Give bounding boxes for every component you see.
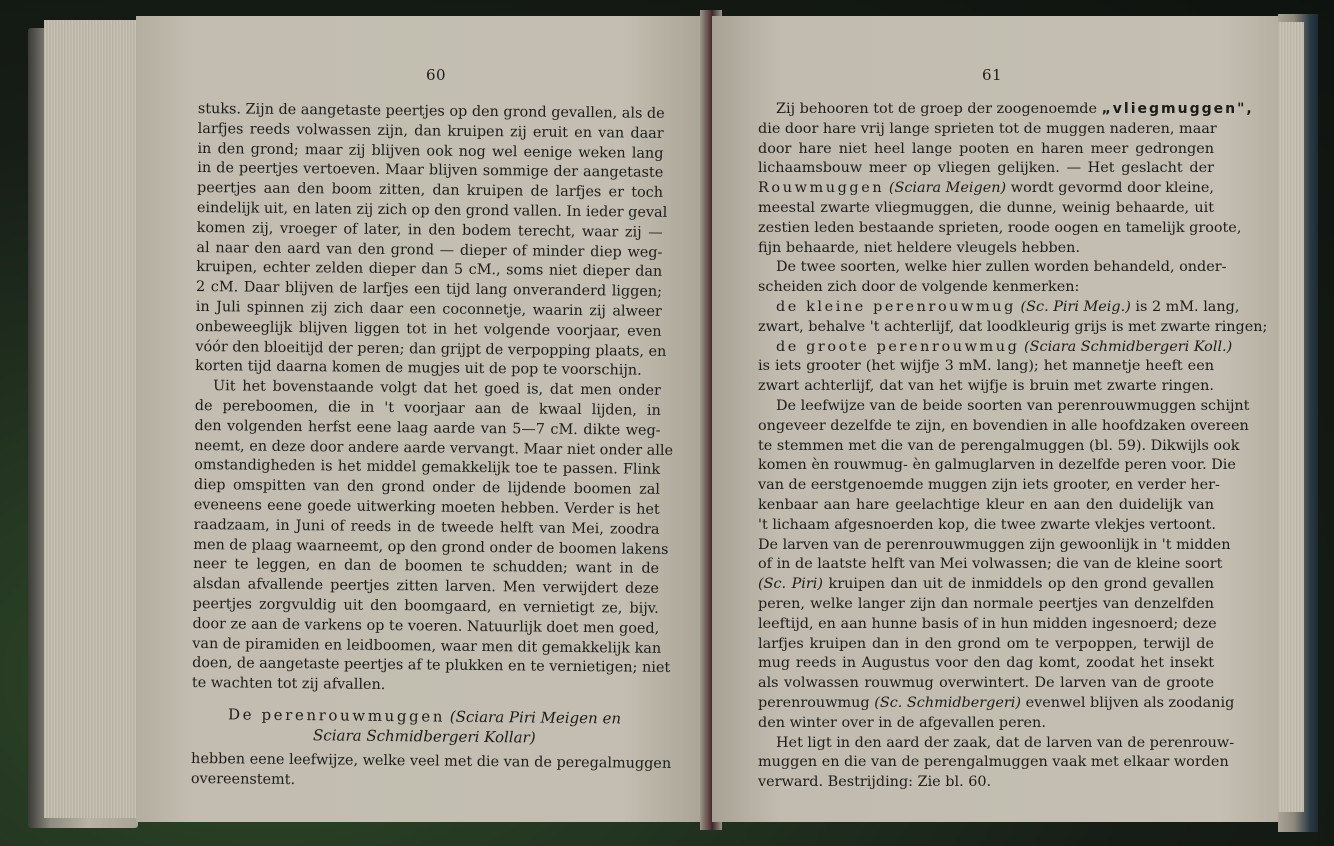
left-page bbox=[136, 16, 708, 822]
paragraph bbox=[195, 100, 668, 382]
text-line: overeenstemt. bbox=[190, 770, 296, 788]
text-line: of in de laatste helft van Mei volwassen; die van de kleine soort bbox=[758, 556, 1223, 573]
heading-latin-2: Sciara Schmidbergeri Kollar) bbox=[312, 726, 536, 747]
heading-title: De perenrouwmuggen bbox=[227, 705, 446, 726]
text-line: Het ligt in den aard der zaak, dat de larven van de perenrouw- bbox=[776, 734, 1235, 751]
text-line: larfjes kruipen dan in den grond om te verpoppen, terwijl de bbox=[758, 635, 1214, 652]
page-number-left: 60 bbox=[426, 66, 447, 84]
text-line: scheiden zich door de volgende kenmerken: bbox=[758, 279, 1080, 296]
text-line: ongeveer dezelfde te zijn, en bovendien in alle hoofdzaken overeen bbox=[758, 417, 1249, 434]
text-line: larfjes reeds volwassen zijn, dan kruipen zij eruit en van daar bbox=[197, 120, 664, 142]
right-page-text bbox=[758, 100, 1268, 793]
text-line: den volgenden herfst eene laag aarde van 5—7 cM. dikte weg- bbox=[194, 417, 661, 439]
section-heading bbox=[191, 704, 657, 749]
text-line: de groote perenrouwmug (Sciara Schmidbergeri Koll.) bbox=[776, 338, 1233, 355]
text-line: verward. Bestrijding: Zie bl. 60. bbox=[758, 774, 992, 791]
text-line: zestien leden bestaande sprieten, roode oogen en tamelijk groote, bbox=[758, 219, 1242, 236]
text-line: als volwassen rouwmug overwintert. De larven van de groote bbox=[758, 675, 1214, 692]
text-line: peertjes aan den boom zitten, dan kruipen de larfjes er toch bbox=[196, 180, 664, 202]
text-line: De twee soorten, welke hier zullen worden behandeld, onder- bbox=[776, 259, 1227, 276]
text-line: Rouwmuggen (Sciara Meigen) wordt gevormd door kleine, bbox=[758, 180, 1215, 197]
text-line: perenrouwmug (Sc. Schmidbergeri) evenwel blijven als zoodanig bbox=[758, 694, 1235, 711]
text-line: stuks. Zijn de aangetaste peertjes op den grond gevallen, als de bbox=[197, 100, 665, 122]
text-line: eindelijk uit, en laten zij zich op den grond vallen. In ieder geval bbox=[196, 199, 668, 221]
text-line: korten tijd daarna komen de mugjes uit de pop te voorschijn. bbox=[195, 358, 642, 380]
text-line: raadzaam, in Juni of reeds in de tweede helft van Mei, zoodra bbox=[193, 516, 660, 538]
text-line: vóór den bloeitijd der peren; dan grijpt de verpopping plaats, en bbox=[195, 338, 667, 360]
text-line: de kleine perenrouwmug (Sc. Piri Meig.) is 2 mM. lang, bbox=[776, 298, 1240, 315]
left-page-text bbox=[190, 100, 674, 794]
paragraph bbox=[758, 298, 1268, 397]
text-line: omstandigheden is het middel gemakkelijk toe te passen. Flink bbox=[194, 457, 661, 479]
text-line: al naar den aard van den grond — dieper of minder diep weg- bbox=[196, 239, 663, 261]
text-line: van de piramiden en leidboomen, waar men dit gemakkelijk kan bbox=[192, 635, 662, 657]
text-line: door hare niet heel lange pooten en haren meer gedrongen bbox=[758, 140, 1214, 157]
text-line: Zij behooren tot de groep der zoogenoemde „vliegmuggen", bbox=[776, 101, 1254, 117]
text-line: 2 cM. Daar blijven de larfjes een tijd lang onveranderd liggen; bbox=[195, 279, 663, 301]
text-line: muggen en die van de perengalmuggen vaak met elkaar worden bbox=[758, 754, 1229, 771]
text-line: diep omspitten van den grond onder de lijdende boomen zal bbox=[193, 477, 661, 498]
text-line: Uit het bovenstaande volgt dat het goed is, dat men onder bbox=[212, 378, 662, 400]
right-page-edges bbox=[1276, 22, 1304, 812]
text-line: leeftijd, en aan hunne basis of in hun midden ingesnoerd; deze bbox=[758, 615, 1217, 632]
text-line: te stemmen met die van de perengalmuggen (bl. 59). Dikwijls ook bbox=[758, 437, 1240, 454]
text-line: De larven van de perenrouwmuggen zijn gewoonlijk in 't midden bbox=[758, 536, 1231, 553]
text-line: in de peertjes vertoeven. Maar blijven sommige der aangetaste bbox=[197, 160, 664, 182]
text-line: 't lichaam afgesnoerden kop, die twee zwarte vlekjes vertoont. bbox=[758, 516, 1216, 533]
paragraph bbox=[758, 100, 1254, 258]
text-line: hebben eene leefwijze, welke veel met die van de peregalmuggen bbox=[191, 750, 672, 772]
text-line: neer te leggen, en dan de boomen te schudden; want in de bbox=[193, 556, 660, 578]
text-line: kruipen, echter zelden dieper dan 5 cM., soms niet dieper dan bbox=[196, 259, 663, 281]
text-line: peertjes zorgvuldig uit den boomgaard, en vernietigt ze, bijv. bbox=[192, 595, 659, 617]
paragraph bbox=[758, 397, 1250, 734]
text-line: komen zij, vroeger of later, in den bodem terecht, waar zij — bbox=[196, 219, 663, 241]
page-number-right: 61 bbox=[982, 66, 1003, 84]
paragraph bbox=[758, 258, 1227, 298]
text-line: (Sc. Piri) kruipen dan uit de inmiddels op den grond gevallen bbox=[758, 576, 1214, 593]
text-line: komen èn rouwmug- èn galmuglarven in dezelfde peren voor. Die bbox=[758, 457, 1236, 474]
text-line: neemt, en deze door andere aarde vervangt. Maar niet onder alle bbox=[194, 437, 674, 459]
text-line: meestal zwarte vliegmuggen, die dunne, weinig behaarde, uit bbox=[758, 199, 1214, 216]
text-line: den winter over in de afgevallen peren. bbox=[758, 714, 1046, 731]
text-line: alsdan afvallende peertjes zitten larven. Men verwijdert deze bbox=[192, 576, 659, 597]
text-line: mug reeds in Augustus voor den dag komt, zoodat het insekt bbox=[758, 655, 1214, 672]
text-line: de pereboomen, die in 't voorjaar aan de kwaal lijden, in bbox=[194, 397, 661, 419]
text-line: te wachten tot zij afvallen. bbox=[191, 675, 386, 694]
text-line: doen, de aangetaste peertjes af te plukken en te vernietigen; niet bbox=[192, 655, 671, 677]
heading-latin-1: (Sciara Piri Meigen en bbox=[449, 707, 622, 728]
right-page bbox=[712, 16, 1278, 822]
text-line: van de eerstgenoemde muggen zijn iets grooter, en verder her- bbox=[758, 477, 1220, 494]
text-line: peren, welke langer zijn dan normale peertjes van denzelfden bbox=[758, 595, 1214, 612]
text-line: De leefwijze van de beide soorten van perenrouwmuggen schijnt bbox=[776, 397, 1250, 414]
text-line: in Juli spinnen zij zich daar een coconnetje, waarin zij alweer bbox=[195, 298, 662, 320]
text-line: onbeweeglijk blijven liggen tot in het volgende voorjaar, even bbox=[195, 318, 662, 340]
text-line: kenbaar aan hare geelachtige kleur en aan den duidelijk van bbox=[758, 496, 1214, 513]
text-line: men de plaag waarneemt, op den grond onder de boomen lakens bbox=[193, 536, 669, 558]
text-line: die door hare vrij lange sprieten tot de muggen naderen, maar bbox=[758, 120, 1217, 137]
text-line: eveneens eene goede uitwerking moeten hebben. Verder is het bbox=[193, 496, 660, 518]
left-page-edges bbox=[44, 20, 140, 818]
text-line: door ze aan de varkens op te voeren. Natuurlijk doet men goed, bbox=[192, 615, 660, 637]
text-line: lichaamsbouw meer op vliegen gelijken. — Het geslacht der bbox=[758, 160, 1214, 177]
text-line: zwart, behalve 't achterlijf, dat loodkleurig grijs is met zwarte ringen; bbox=[758, 318, 1268, 335]
text-line: is iets grooter (het wijfje 3 mM. lang); het mannetje heeft een bbox=[758, 358, 1214, 375]
paragraph bbox=[758, 734, 1235, 793]
text-line: in den grond; maar zij blijven ook nog wel eenige weken lang bbox=[197, 140, 664, 162]
text-line: fijn behaarde, niet heldere vleugels hebben. bbox=[758, 239, 1081, 256]
paragraph bbox=[191, 377, 674, 699]
text-line: zwart achterlijf, dat van het wijfje is bruin met zwarte ringen. bbox=[758, 378, 1214, 395]
paragraph bbox=[190, 750, 672, 794]
